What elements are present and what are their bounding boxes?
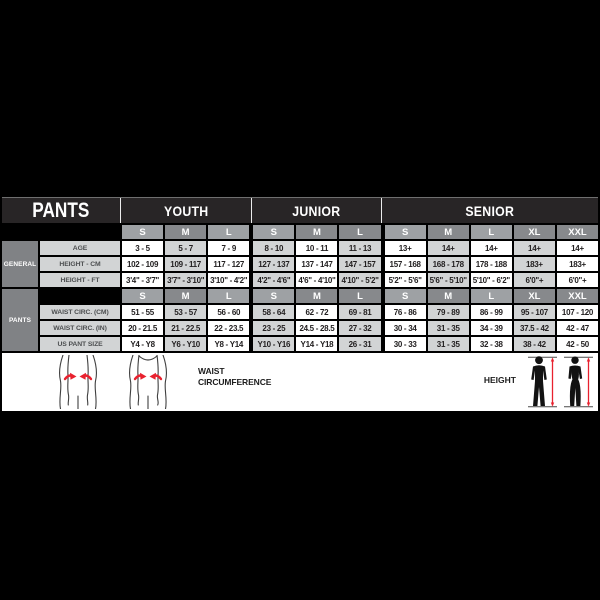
value-cell: 31 - 35 bbox=[428, 321, 469, 335]
value-cell: 62 - 72 bbox=[296, 305, 337, 319]
size-col-header: XXL bbox=[557, 225, 598, 239]
value-cell: Y6 - Y10 bbox=[165, 337, 206, 351]
value-cell: 26 - 31 bbox=[339, 337, 380, 351]
value-cell: 22 - 23.5 bbox=[208, 321, 249, 335]
value-cell: 23 - 25 bbox=[253, 321, 294, 335]
male-height-silhouette-icon bbox=[526, 356, 560, 408]
size-table bbox=[2, 197, 598, 411]
value-cell: 38 - 42 bbox=[514, 337, 555, 351]
value-cell: 31 - 35 bbox=[428, 337, 469, 351]
value-cell: 95 - 107 bbox=[514, 305, 555, 319]
size-col-header: S bbox=[122, 289, 163, 303]
value-cell: Y4 - Y8 bbox=[122, 337, 163, 351]
female-height-silhouette-icon bbox=[562, 356, 596, 408]
value-cell: 178 - 188 bbox=[471, 257, 512, 271]
size-col-header: XL bbox=[514, 225, 555, 239]
size-col-header: S bbox=[385, 289, 426, 303]
value-cell: 14+ bbox=[428, 241, 469, 255]
value-cell: 3'10" - 4'2" bbox=[208, 273, 249, 287]
value-cell: 183+ bbox=[557, 257, 598, 271]
value-cell: 109 - 117 bbox=[165, 257, 206, 271]
waist-circumference-label: WAIST CIRCUMFERENCE bbox=[198, 366, 272, 388]
value-cell: 102 - 109 bbox=[122, 257, 163, 271]
size-header-row-general bbox=[2, 225, 598, 239]
table-row-us-pant-size bbox=[2, 337, 598, 351]
table-header-band bbox=[2, 197, 598, 223]
row-label-us-pant-size: US PANT SIZE bbox=[40, 337, 120, 351]
value-cell: 20 - 21.5 bbox=[122, 321, 163, 335]
spacer bbox=[2, 225, 38, 239]
value-cell: 6'0"+ bbox=[557, 273, 598, 287]
size-col-header: L bbox=[208, 225, 249, 239]
value-cell: 30 - 34 bbox=[385, 321, 426, 335]
value-cell: 5'6" - 5'10" bbox=[428, 273, 469, 287]
value-cell: 24.5 - 28.5 bbox=[296, 321, 337, 335]
size-col-header: M bbox=[428, 289, 469, 303]
value-cell: 11 - 13 bbox=[339, 241, 380, 255]
group-header-senior: SENIOR bbox=[381, 198, 598, 223]
size-col-header: M bbox=[165, 289, 206, 303]
value-cell: Y10 - Y16 bbox=[253, 337, 294, 351]
section-label-general: GENERAL bbox=[2, 241, 38, 287]
value-cell: 5'2" - 5'6" bbox=[385, 273, 426, 287]
size-col-header: S bbox=[253, 289, 294, 303]
group-header-youth: YOUTH bbox=[120, 198, 251, 223]
size-col-header: M bbox=[165, 225, 206, 239]
value-cell: 107 - 120 bbox=[557, 305, 598, 319]
value-cell: 37.5 - 42 bbox=[514, 321, 555, 335]
row-label-age: AGE bbox=[40, 241, 120, 255]
table-row-waist-in bbox=[2, 321, 598, 335]
table-row-age bbox=[2, 241, 598, 255]
value-cell: 8 - 10 bbox=[253, 241, 294, 255]
spacer bbox=[40, 225, 120, 239]
value-cell: 13+ bbox=[385, 241, 426, 255]
size-col-header: L bbox=[339, 225, 380, 239]
value-cell: 69 - 81 bbox=[339, 305, 380, 319]
size-col-header: S bbox=[385, 225, 426, 239]
value-cell: 117 - 127 bbox=[208, 257, 249, 271]
value-cell: 7 - 9 bbox=[208, 241, 249, 255]
value-cell: Y14 - Y18 bbox=[296, 337, 337, 351]
size-col-header: M bbox=[296, 289, 337, 303]
value-cell: 30 - 33 bbox=[385, 337, 426, 351]
value-cell: Y8 - Y14 bbox=[208, 337, 249, 351]
value-cell: 58 - 64 bbox=[253, 305, 294, 319]
size-col-header: M bbox=[428, 225, 469, 239]
size-header-row-pants bbox=[2, 289, 598, 303]
value-cell: 51 - 55 bbox=[122, 305, 163, 319]
value-cell: 5'10" - 6'2" bbox=[471, 273, 512, 287]
value-cell: 34 - 39 bbox=[471, 321, 512, 335]
value-cell: 4'6" - 4'10" bbox=[296, 273, 337, 287]
value-cell: 3'7" - 3'10" bbox=[165, 273, 206, 287]
size-col-header: L bbox=[471, 225, 512, 239]
value-cell: 127 - 137 bbox=[253, 257, 294, 271]
spacer bbox=[40, 289, 120, 303]
size-col-header: S bbox=[122, 225, 163, 239]
size-col-header: XL bbox=[514, 289, 555, 303]
value-cell: 56 - 60 bbox=[208, 305, 249, 319]
waist-measurement-illustration bbox=[42, 355, 187, 409]
value-cell: 14+ bbox=[514, 241, 555, 255]
value-cell: 5 - 7 bbox=[165, 241, 206, 255]
row-label-waist-in: WAIST CIRC. (IN) bbox=[40, 321, 120, 335]
value-cell: 86 - 99 bbox=[471, 305, 512, 319]
value-cell: 32 - 38 bbox=[471, 337, 512, 351]
value-cell: 3 - 5 bbox=[122, 241, 163, 255]
value-cell: 42 - 47 bbox=[557, 321, 598, 335]
table-row-height-cm bbox=[2, 257, 598, 271]
value-cell: 157 - 168 bbox=[385, 257, 426, 271]
size-col-header: M bbox=[296, 225, 337, 239]
value-cell: 76 - 86 bbox=[385, 305, 426, 319]
row-label-waist-cm: WAIST CIRC. (CM) bbox=[40, 305, 120, 319]
value-cell: 21 - 22.5 bbox=[165, 321, 206, 335]
value-cell: 168 - 178 bbox=[428, 257, 469, 271]
measurement-legend bbox=[2, 353, 598, 411]
table-row-waist-cm bbox=[2, 305, 598, 319]
value-cell: 147 - 157 bbox=[339, 257, 380, 271]
value-cell: 4'2" - 4'6" bbox=[253, 273, 294, 287]
value-cell: 6'0"+ bbox=[514, 273, 555, 287]
chart-title-box bbox=[2, 198, 120, 223]
size-col-header: L bbox=[208, 289, 249, 303]
row-label-height-ft: HEIGHT - FT bbox=[40, 273, 120, 287]
value-cell: 53 - 57 bbox=[165, 305, 206, 319]
size-col-header: L bbox=[339, 289, 380, 303]
value-cell: 137 - 147 bbox=[296, 257, 337, 271]
size-col-header: XXL bbox=[557, 289, 598, 303]
table-row-height-ft bbox=[2, 273, 598, 287]
chart-title: PANTS bbox=[32, 198, 90, 222]
value-cell: 4'10" - 5'2" bbox=[339, 273, 380, 287]
value-cell: 14+ bbox=[557, 241, 598, 255]
value-cell: 183+ bbox=[514, 257, 555, 271]
row-label-height-cm: HEIGHT - CM bbox=[40, 257, 120, 271]
value-cell: 42 - 50 bbox=[557, 337, 598, 351]
value-cell: 14+ bbox=[471, 241, 512, 255]
section-label-pants: PANTS bbox=[2, 289, 38, 351]
value-cell: 79 - 89 bbox=[428, 305, 469, 319]
value-cell: 27 - 32 bbox=[339, 321, 380, 335]
waist-arrows-icon bbox=[65, 373, 161, 380]
size-col-header: S bbox=[253, 225, 294, 239]
value-cell: 10 - 11 bbox=[296, 241, 337, 255]
size-col-header: L bbox=[471, 289, 512, 303]
group-header-junior: JUNIOR bbox=[251, 198, 382, 223]
height-label: HEIGHT bbox=[483, 375, 516, 385]
value-cell: 3'4" - 3'7" bbox=[122, 273, 163, 287]
